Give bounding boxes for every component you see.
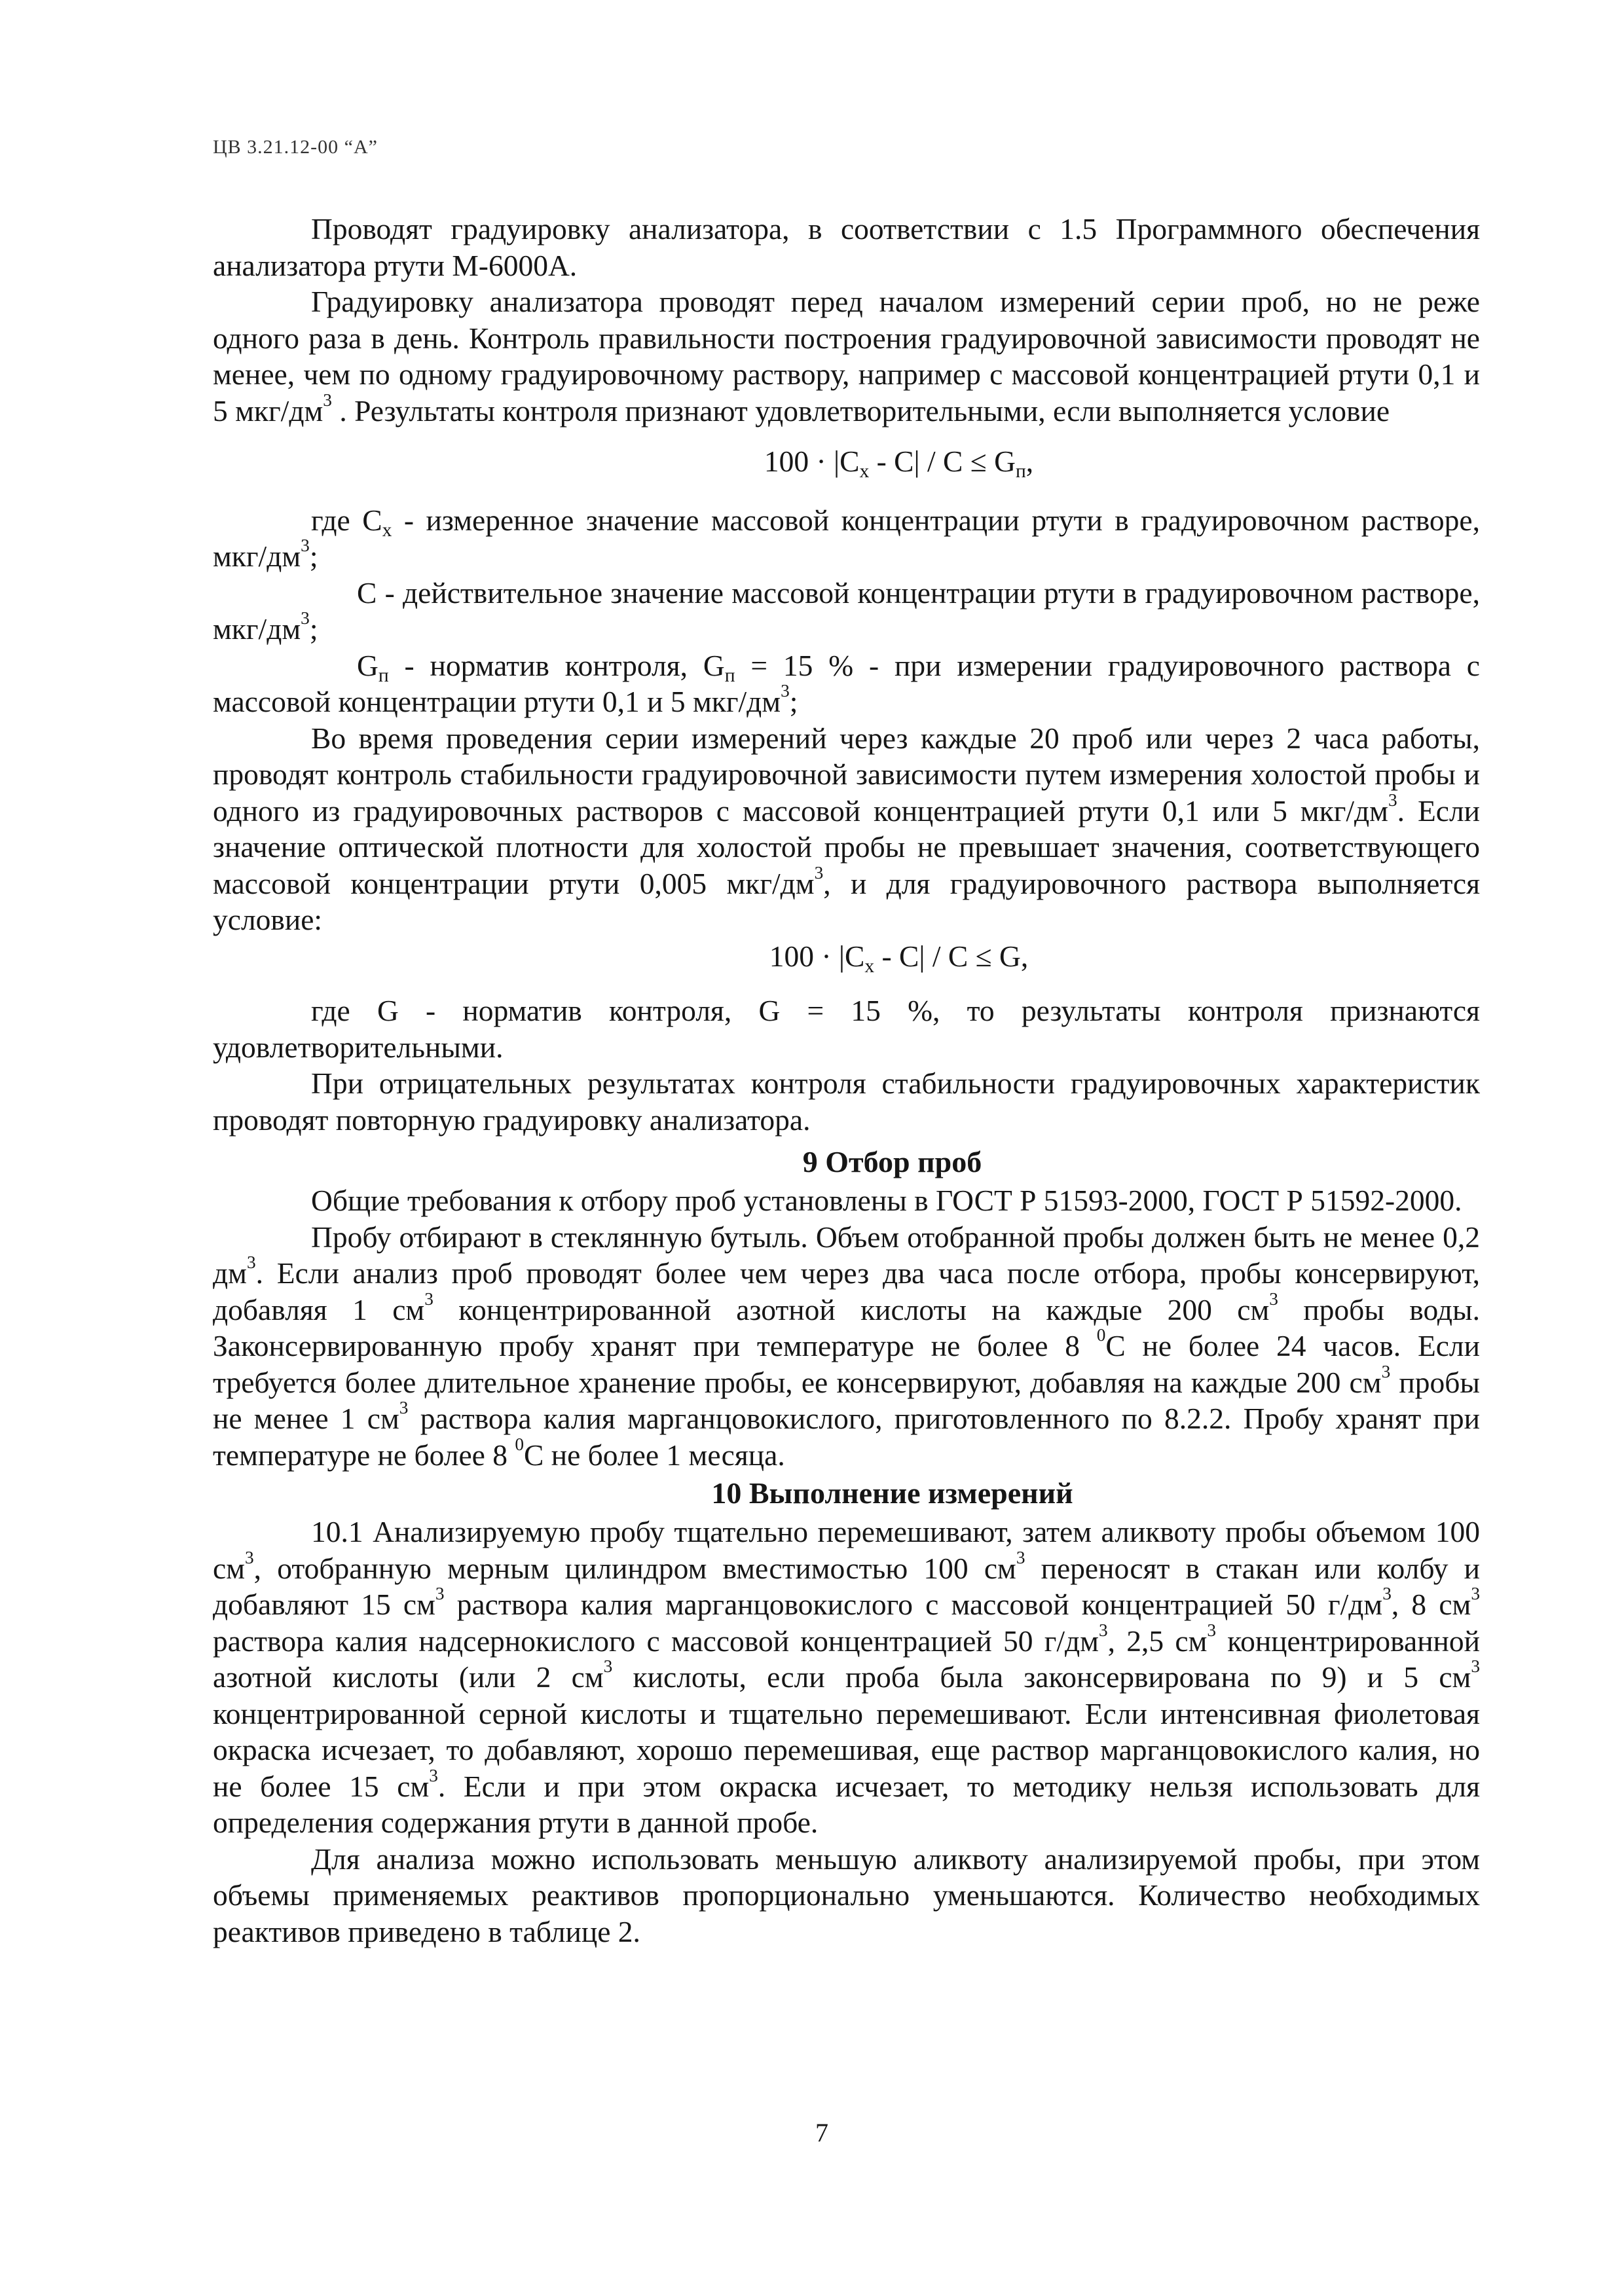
section-10-paragraph-2: Для анализа можно использовать меньшую аликвоту анализируемой пробы, при этом объемы применяемых реактивов пропорционально уменьшаются. Количество необходимых реактивов приведено в таблице 2. xyxy=(213,1842,1480,1948)
definition-gp: $G_п$ - норматив контроля, $G_п = 15$ % - при измерении градуировочного раствора с массовой концентрации ртути 0,1 и 5 мкг/$дм^3$; xyxy=(213,648,1480,718)
paragraph-negative-results: При отрицательных результатах контроля стабильности градуировочных характеристик проводят повторную градуировку анализатора. xyxy=(213,1066,1480,1137)
paragraph-calibration-frequency: Градуировку анализатора проводят перед началом измерений серии проб, но не реже одного раза в день. Контроль правильности построения градуировочной зависимости проводят не менее, чем по одному градуировочному раствору, например с массовой концентрацией ртути 0,1 и 5 мкг/$дм^3$ . Результаты контроля признают удовлетворительными, если выполняется условие xyxy=(213,285,1480,428)
section-9-paragraph-2: Пробу отбирают в стеклянную бутыль. Объем отобранной пробы должен быть не менее 0,2 $дм^3$. Если анализ проб проводят более чем через два часа после отбора, пробы консервируют, добавляя 1 $см^3$ концентрированной азотной кислоты на каждые 200 $см^3$ пробы воды. Законсервированную пробу хранят при температуре не более 8 $^0$С не более 24 часов. Если требуется более длительное хранение пробы, ее консервируют, добавляя на каждые 200 $см^3$ пробы не менее 1 $см^3$ раствора калия марганцовокислого, приготовленного по 8.2.2. Пробу хранят при температуре не более 8 $^0$С не более 1 месяца. xyxy=(213,1220,1481,1472)
control-formula-1: $100 \cdot |C_x - C| / C \le G_п$, xyxy=(764,445,1034,482)
paragraph-calibration-intro: Проводят градуировку анализатора, в соответствии с 1.5 Программного обеспечения анализатора ртути М-6000А. xyxy=(213,212,1480,282)
definition-g: где G - норматив контроля, G = 15 %, то результаты контроля признаются удовлетворительными. xyxy=(213,994,1480,1064)
section-9-paragraph-1: Общие требования к отбору проб установлены в ГОСТ Р 51593-2000, ГОСТ Р 51592-2000. xyxy=(311,1184,1462,1217)
section-9-heading: 9 Отбор проб xyxy=(802,1145,982,1178)
section-10-heading: 10 Выполнение измерений xyxy=(711,1476,1073,1510)
definition-cx: где $C_x$ - измеренное значение массовой концентрации ртути в градуировочном растворе, мкг/$дм^3$; xyxy=(213,503,1480,573)
paragraph-stability-control: Во время проведения серии измерений через каждые 20 проб или через 2 часа работы, проводят контроль стабильности градуировочной зависимости путем измерения холостой пробы и одного из градуировочных растворов с массовой концентрацией ртути 0,1 или 5 мкг/$дм^3$. Если значение оптической плотности для холостой пробы не превышает значения, соответствующего массовой концентрации ртути 0,005 мкг/$дм^3$, и для градуировочного раствора выполняется условие: xyxy=(213,721,1481,936)
control-formula-2: $100 \cdot |C_x - C| / C \le G$, xyxy=(769,939,1029,977)
page-number: 7 xyxy=(815,2118,828,2147)
definition-c: C - действительное значение массовой концентрации ртути в градуировочном растворе, мкг/$дм^3$; xyxy=(213,575,1480,646)
document-code: ЦВ 3.21.12-00 “А” xyxy=(213,136,378,158)
section-10-paragraph-1: 10.1 Анализируемую пробу тщательно перемешивают, затем аликвоту пробы объемом 100 $см^3$, отобранную мерным цилиндром вместимостью 100 $см^3$ переносят в стакан или колбу и добавляют 15 $см^3$ раствора калия марганцовокислого с массовой концентрацией 50 $г/дм^3$, 8 $см^3$ раствора калия надсернокислого с массовой концентрацией 50 $г/дм^3$, 2,5 $см^3$ концентрированной азотной кислоты (или 2 $см^3$ кислоты, если проба была законсервирована по 9) и 5 $см^3$ концентрированной серной кислоты и тщательно перемешивают. Если интенсивная фиолетовая окраска исчезает, то добавляют, хорошо перемешивая, еще раствор марганцовокислого калия, но не более 15 $см^3$. Если и при этом окраска исчезает, то методику нельзя использовать для определения содержания ртути в данной пробе. xyxy=(213,1515,1481,1839)
document-body xyxy=(213,211,1480,1950)
